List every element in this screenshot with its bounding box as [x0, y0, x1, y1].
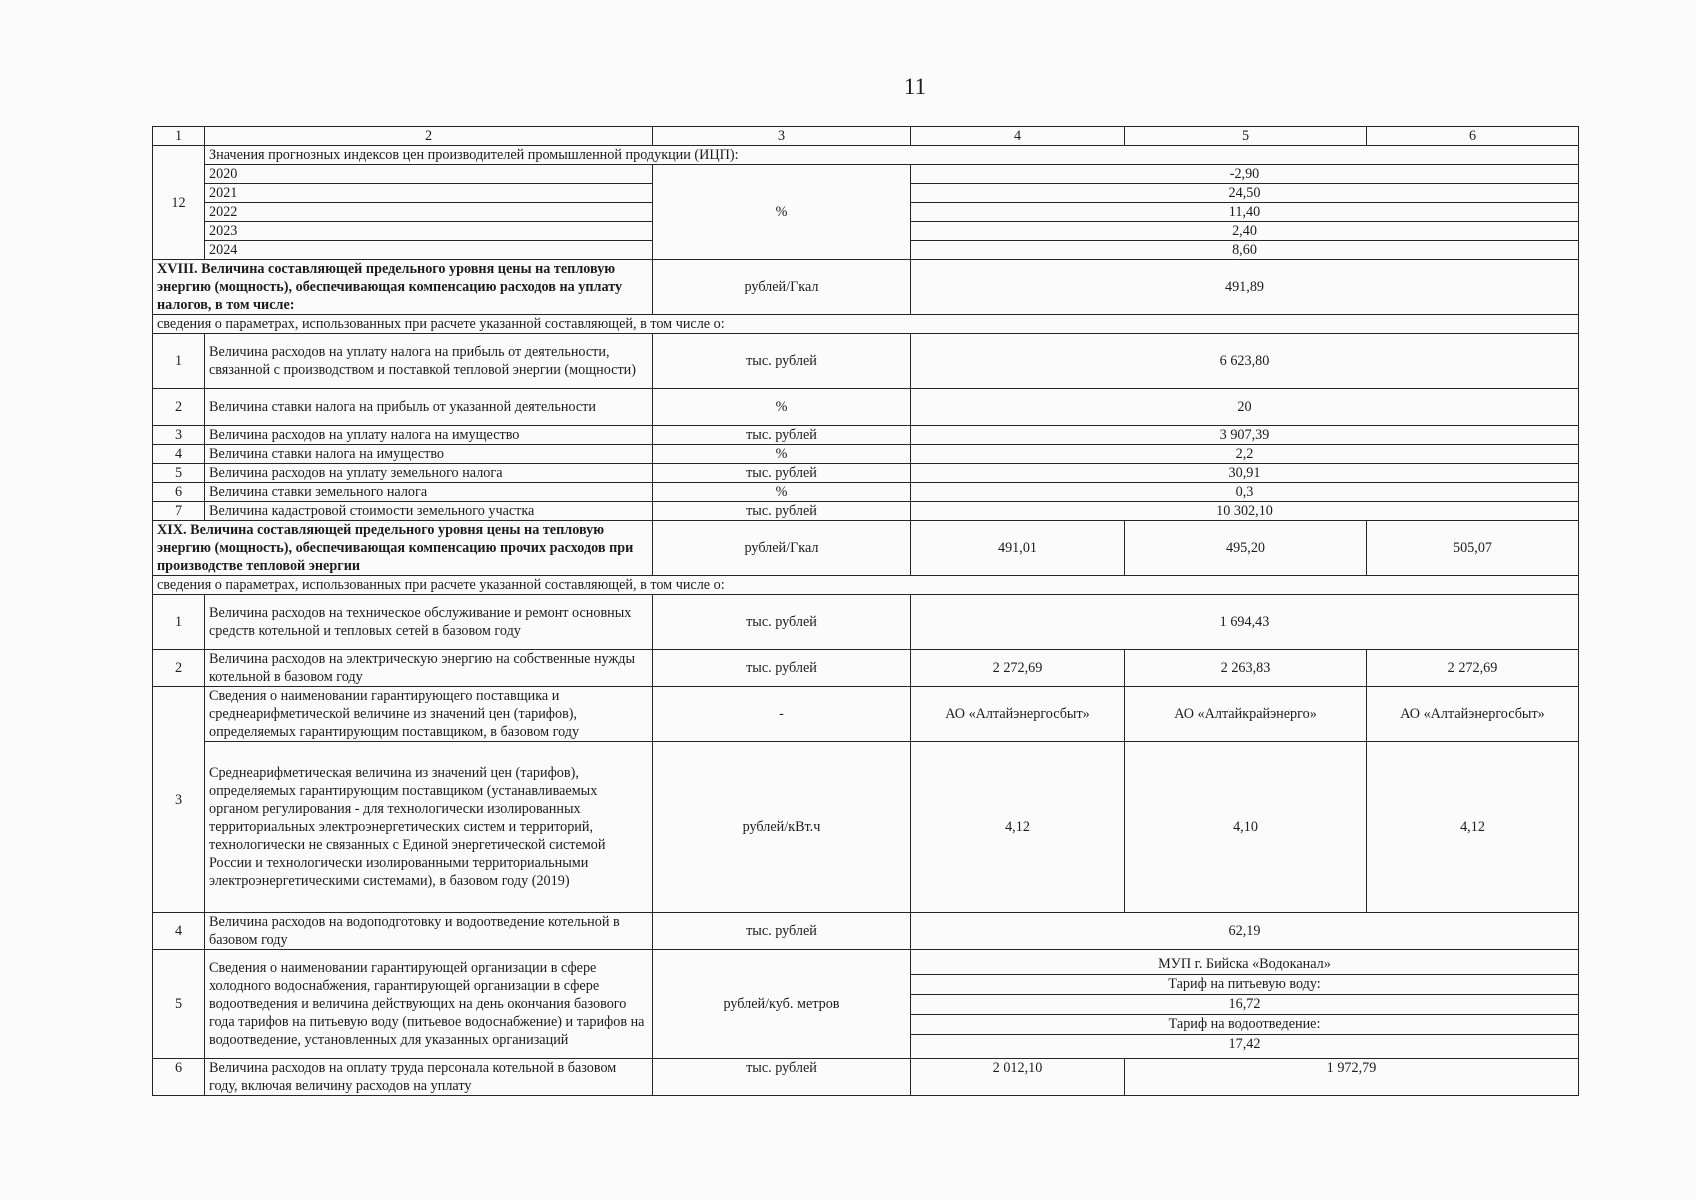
row-name: Сведения о наименовании гарантирующей организации в сфере холодного водоснабжения, гарантирующей организации в сфере водоотведения и величина действующих на день окончания базового года тарифов на питьевую воду (питьевое водоснабжение) и тарифов на водоотведение, установленных для указанных организаций — [205, 950, 653, 1059]
value-cell: АО «Алтайэнергосбыт» — [1367, 687, 1579, 742]
page-number: 11 — [903, 74, 927, 99]
value-cell: 491,01 — [911, 521, 1125, 576]
unit-cell: рублей/кВт.ч — [653, 742, 911, 913]
value-cell: 0,3 — [911, 483, 1579, 502]
table-row — [153, 950, 1579, 1059]
section18-info: сведения о параметрах, использованных при расчете указанной составляющей, в том числе о: — [153, 315, 1579, 334]
header-cell: 6 — [1367, 127, 1579, 146]
value-cell: 2 263,83 — [1125, 650, 1367, 687]
row-number: 1 — [153, 334, 205, 389]
value-cell: АО «Алтайэнергосбыт» — [911, 687, 1125, 742]
header-cell: 5 — [1125, 127, 1367, 146]
unit-cell: тыс. рублей — [653, 650, 911, 687]
value-cell: 8,60 — [911, 241, 1579, 260]
section12-title: Значения прогнозных индексов цен производителей промышленной продукции (ИЦП): — [205, 146, 1579, 165]
row-number: 12 — [153, 146, 205, 260]
value-cell: 24,50 — [911, 184, 1579, 203]
water-org: МУП г. Бийска «Водоканал» — [911, 955, 1578, 975]
row-name: Величина расходов на техническое обслуживание и ремонт основных средств котельной и тепловых сетей в базовом году — [205, 595, 653, 650]
drain-tariff-label: Тариф на водоотведение: — [911, 1014, 1578, 1034]
unit-cell: тыс. рублей — [653, 334, 911, 389]
row-name: Величина расходов на водоподготовку и водоотведение котельной в базовом году — [205, 913, 653, 950]
unit-cell: рублей/Гкал — [653, 521, 911, 576]
row-number: 6 — [153, 1059, 205, 1096]
year-label: 2022 — [205, 203, 653, 222]
value-cell: 2,2 — [911, 445, 1579, 464]
row-number: 7 — [153, 502, 205, 521]
unit-cell: % — [653, 445, 911, 464]
unit-cell: % — [653, 483, 911, 502]
water-tariff-cell — [911, 950, 1579, 1059]
value-cell: 6 623,80 — [911, 334, 1579, 389]
section19-info: сведения о параметрах, использованных при расчете указанной составляющей, в том числе о: — [153, 576, 1579, 595]
table-row — [153, 1059, 1579, 1096]
row-number: 1 — [153, 595, 205, 650]
row-name: Величина кадастровой стоимости земельного участка — [205, 502, 653, 521]
tariff-table — [152, 126, 1579, 1096]
unit-cell: тыс. рублей — [653, 1059, 911, 1096]
value-cell: 30,91 — [911, 464, 1579, 483]
section18-title: XVIII. Величина составляющей предельного уровня цены на тепловую энергию (мощность), обеспечивающая компенсацию расходов на уплату налогов, в том числе: — [153, 260, 653, 315]
row-name: Величина ставки налога на имущество — [205, 445, 653, 464]
value-cell: 2 272,69 — [1367, 650, 1579, 687]
value-cell: 11,40 — [911, 203, 1579, 222]
row-name: Величина расходов на уплату земельного налога — [205, 464, 653, 483]
drain-tariff-value: 17,42 — [1228, 1036, 1261, 1052]
year-label: 2023 — [205, 222, 653, 241]
header-cell: 2 — [205, 127, 653, 146]
row-name: Величина расходов на оплату труда персонала котельной в базовом году, включая величину расходов на уплату — [205, 1059, 653, 1096]
row-name: Среднеарифметическая величина из значений цен (тарифов), определяемых гарантирующим поставщиком (устанавливаемых органом регулирования - для технологически изолированных территориальных электроэнергетических систем и территорий, технологически не связанных с Единой энергетической системой России и технологически изолированными территориальными электроэнергетическими системами), в базовом году (2019) — [205, 742, 653, 913]
unit-cell: рублей/Гкал — [653, 260, 911, 315]
value-cell: 10 302,10 — [911, 502, 1579, 521]
table-row — [153, 334, 1579, 389]
row-name: Сведения о наименовании гарантирующего поставщика и среднеарифметической величине из значений цен (тарифов), определяемых гарантирующим поставщиком, в базовом году — [205, 687, 653, 742]
row-name: Величина расходов на электрическую энергию на собственные нужды котельной в базовом году — [205, 650, 653, 687]
year-label: 2021 — [205, 184, 653, 203]
header-cell: 4 — [911, 127, 1125, 146]
table-row — [153, 742, 1579, 913]
table-row — [153, 687, 1579, 742]
value-cell: 2 272,69 — [911, 650, 1125, 687]
value-cell: 505,07 — [1367, 521, 1579, 576]
section19-title: XIX. Величина составляющей предельного уровня цены на тепловую энергию (мощность), обеспечивающая компенсацию прочих расходов при производстве тепловой энергии — [153, 521, 653, 576]
unit-cell: тыс. рублей — [653, 595, 911, 650]
row-number: 4 — [153, 913, 205, 950]
table-row — [153, 445, 1579, 464]
water-tariff-label: Тариф на питьевую воду: — [911, 974, 1578, 994]
value-cell: 4,12 — [911, 742, 1125, 913]
unit-cell: - — [653, 687, 911, 742]
table-row — [153, 650, 1579, 687]
value-cell: 2,40 — [911, 222, 1579, 241]
unit-cell: % — [653, 389, 911, 426]
table-row — [153, 502, 1579, 521]
header-cell: 3 — [653, 127, 911, 146]
unit-cell: тыс. рублей — [653, 464, 911, 483]
header-cell: 1 — [153, 127, 205, 146]
table-row — [153, 464, 1579, 483]
info-row — [153, 576, 1579, 595]
row-number: 2 — [153, 389, 205, 426]
table-row — [153, 913, 1579, 950]
unit-cell: тыс. рублей — [653, 426, 911, 445]
row-name: Величина расходов на уплату налога на имущество — [205, 426, 653, 445]
water-tariff-table — [911, 955, 1578, 1054]
unit-cell: % — [653, 165, 911, 260]
table-row — [153, 389, 1579, 426]
value-cell: 491,89 — [911, 260, 1579, 315]
unit-cell: рублей/куб. метров — [653, 950, 911, 1059]
value-cell: 3 907,39 — [911, 426, 1579, 445]
section-header-row — [153, 521, 1579, 576]
row-number: 5 — [153, 464, 205, 483]
value-cell: 2 012,10 — [911, 1059, 1125, 1096]
value-cell: 4,10 — [1125, 742, 1367, 913]
row-name: Величина ставки налога на прибыль от указанной деятельности — [205, 389, 653, 426]
section-header-row — [153, 260, 1579, 315]
water-tariff-value: 16,72 — [911, 994, 1578, 1014]
unit-cell: тыс. рублей — [653, 913, 911, 950]
value-cell: 4,12 — [1367, 742, 1579, 913]
value-cell: 20 — [911, 389, 1579, 426]
value-cell: 495,20 — [1125, 521, 1367, 576]
value-cell: 1 972,79 — [1125, 1059, 1579, 1096]
value-cell: -2,90 — [911, 165, 1579, 184]
value-cell: АО «Алтайкрайэнерго» — [1125, 687, 1367, 742]
value-cell: 62,19 — [911, 913, 1579, 950]
table-row — [153, 483, 1579, 502]
table-row — [153, 146, 1579, 165]
row-number: 5 — [153, 950, 205, 1059]
row-number: 3 — [153, 687, 205, 913]
row-number: 4 — [153, 445, 205, 464]
year-label: 2024 — [205, 241, 653, 260]
table-row — [153, 426, 1579, 445]
info-row — [153, 315, 1579, 334]
row-number: 3 — [153, 426, 205, 445]
table-row — [153, 165, 1579, 184]
header-row — [153, 127, 1579, 146]
value-cell: 1 694,43 — [911, 595, 1579, 650]
unit-cell: тыс. рублей — [653, 502, 911, 521]
row-name: Величина ставки земельного налога — [205, 483, 653, 502]
year-label: 2020 — [205, 165, 653, 184]
row-name: Величина расходов на уплату налога на прибыль от деятельности, связанной с производством и поставкой тепловой энергии (мощности) — [205, 334, 653, 389]
row-number: 6 — [153, 483, 205, 502]
table-row — [153, 595, 1579, 650]
row-number: 2 — [153, 650, 205, 687]
